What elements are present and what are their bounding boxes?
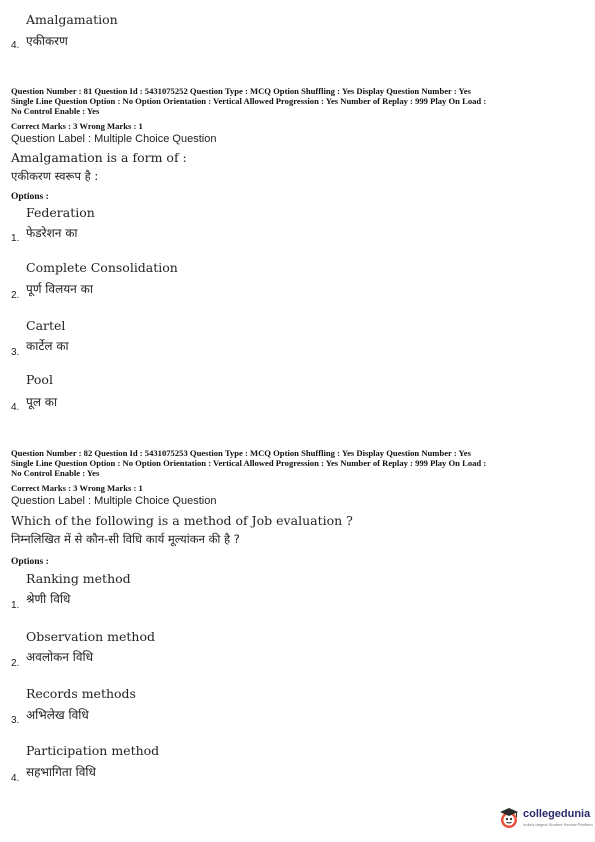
question-meta-line-1: Question Number : 82 Question Id : 5431075253 Question Type : MCQ Option Shuffling : Yes Display Question Number : Yes (11, 448, 471, 458)
question-label: Question Label : Multiple Choice Question (11, 133, 217, 145)
question-marks: Correct Marks : 3 Wrong Marks : 1 (11, 483, 143, 493)
option-4-hi: पूल का (26, 395, 58, 409)
option-3-en: Records methods (26, 686, 136, 701)
question-marks: Correct Marks : 3 Wrong Marks : 1 (11, 121, 143, 131)
question-meta-line-1: Question Number : 81 Question Id : 5431075252 Question Type : MCQ Option Shuffling : Yes Display Question Number : Yes (11, 86, 471, 96)
question-meta-line-3: No Control Enable : Yes (11, 106, 100, 116)
option-1-en: Federation (26, 205, 95, 220)
prev-option-4-number: 4. (11, 40, 20, 51)
options-header: Options : (11, 192, 49, 202)
logo-tagline: India's largest Student Review Platform (523, 822, 593, 827)
question-meta-line-2: Single Line Question Option : No Option Orientation : Vertical Allowed Progression : Yes Number of Replay : 999 Play On Load : (11, 458, 487, 468)
option-2-number: 2. (11, 290, 20, 301)
prev-option-4-en: Amalgamation (26, 12, 118, 27)
options-header: Options : (11, 557, 49, 567)
option-2-en: Observation method (26, 629, 155, 644)
option-2-hi: पूर्ण विलयन का (26, 282, 93, 296)
question-meta-line-2: Single Line Question Option : No Option Orientation : Vertical Allowed Progression : Yes Number of Replay : 999 Play On Load : (11, 96, 487, 106)
option-3-hi: अभिलेख विधि (26, 708, 89, 722)
option-4-number: 4. (11, 773, 20, 784)
option-1-number: 1. (11, 233, 20, 244)
graduate-mascot-icon (497, 806, 521, 830)
option-4-en: Participation method (26, 743, 160, 758)
option-2-en: Complete Consolidation (26, 260, 178, 275)
option-3-number: 3. (11, 715, 20, 726)
option-1-number: 1. (11, 600, 20, 611)
option-1-hi: श्रेणी विधि (26, 592, 71, 606)
question-label: Question Label : Multiple Choice Question (11, 495, 217, 507)
question-text-hi: एकीकरण स्वरूप है : (11, 169, 99, 183)
option-1-en: Ranking method (26, 571, 131, 586)
option-3-hi: कार्टेल का (26, 339, 69, 353)
collegedunia-logo[interactable] (497, 804, 593, 834)
option-4-number: 4. (11, 402, 20, 413)
option-1-hi: फेडरेशन का (26, 226, 78, 240)
question-text-en: Amalgamation is a form of : (11, 150, 187, 165)
option-2-hi: अवलोकन विधि (26, 650, 94, 664)
option-4-hi: सहभागिता विधि (26, 765, 96, 779)
prev-option-4-hi: एकीकरण (26, 34, 68, 48)
question-meta-line-3: No Control Enable : Yes (11, 468, 100, 478)
question-text-hi: निम्नलिखित में से कौन-सी विधि कार्य मूल्यांकन की है ? (11, 532, 240, 546)
logo-wordmark: collegedunia (523, 808, 591, 820)
option-2-number: 2. (11, 658, 20, 669)
option-3-number: 3. (11, 347, 20, 358)
option-3-en: Cartel (26, 318, 66, 333)
question-text-en: Which of the following is a method of Job evaluation ? (11, 513, 353, 528)
option-4-en: Pool (26, 372, 53, 387)
